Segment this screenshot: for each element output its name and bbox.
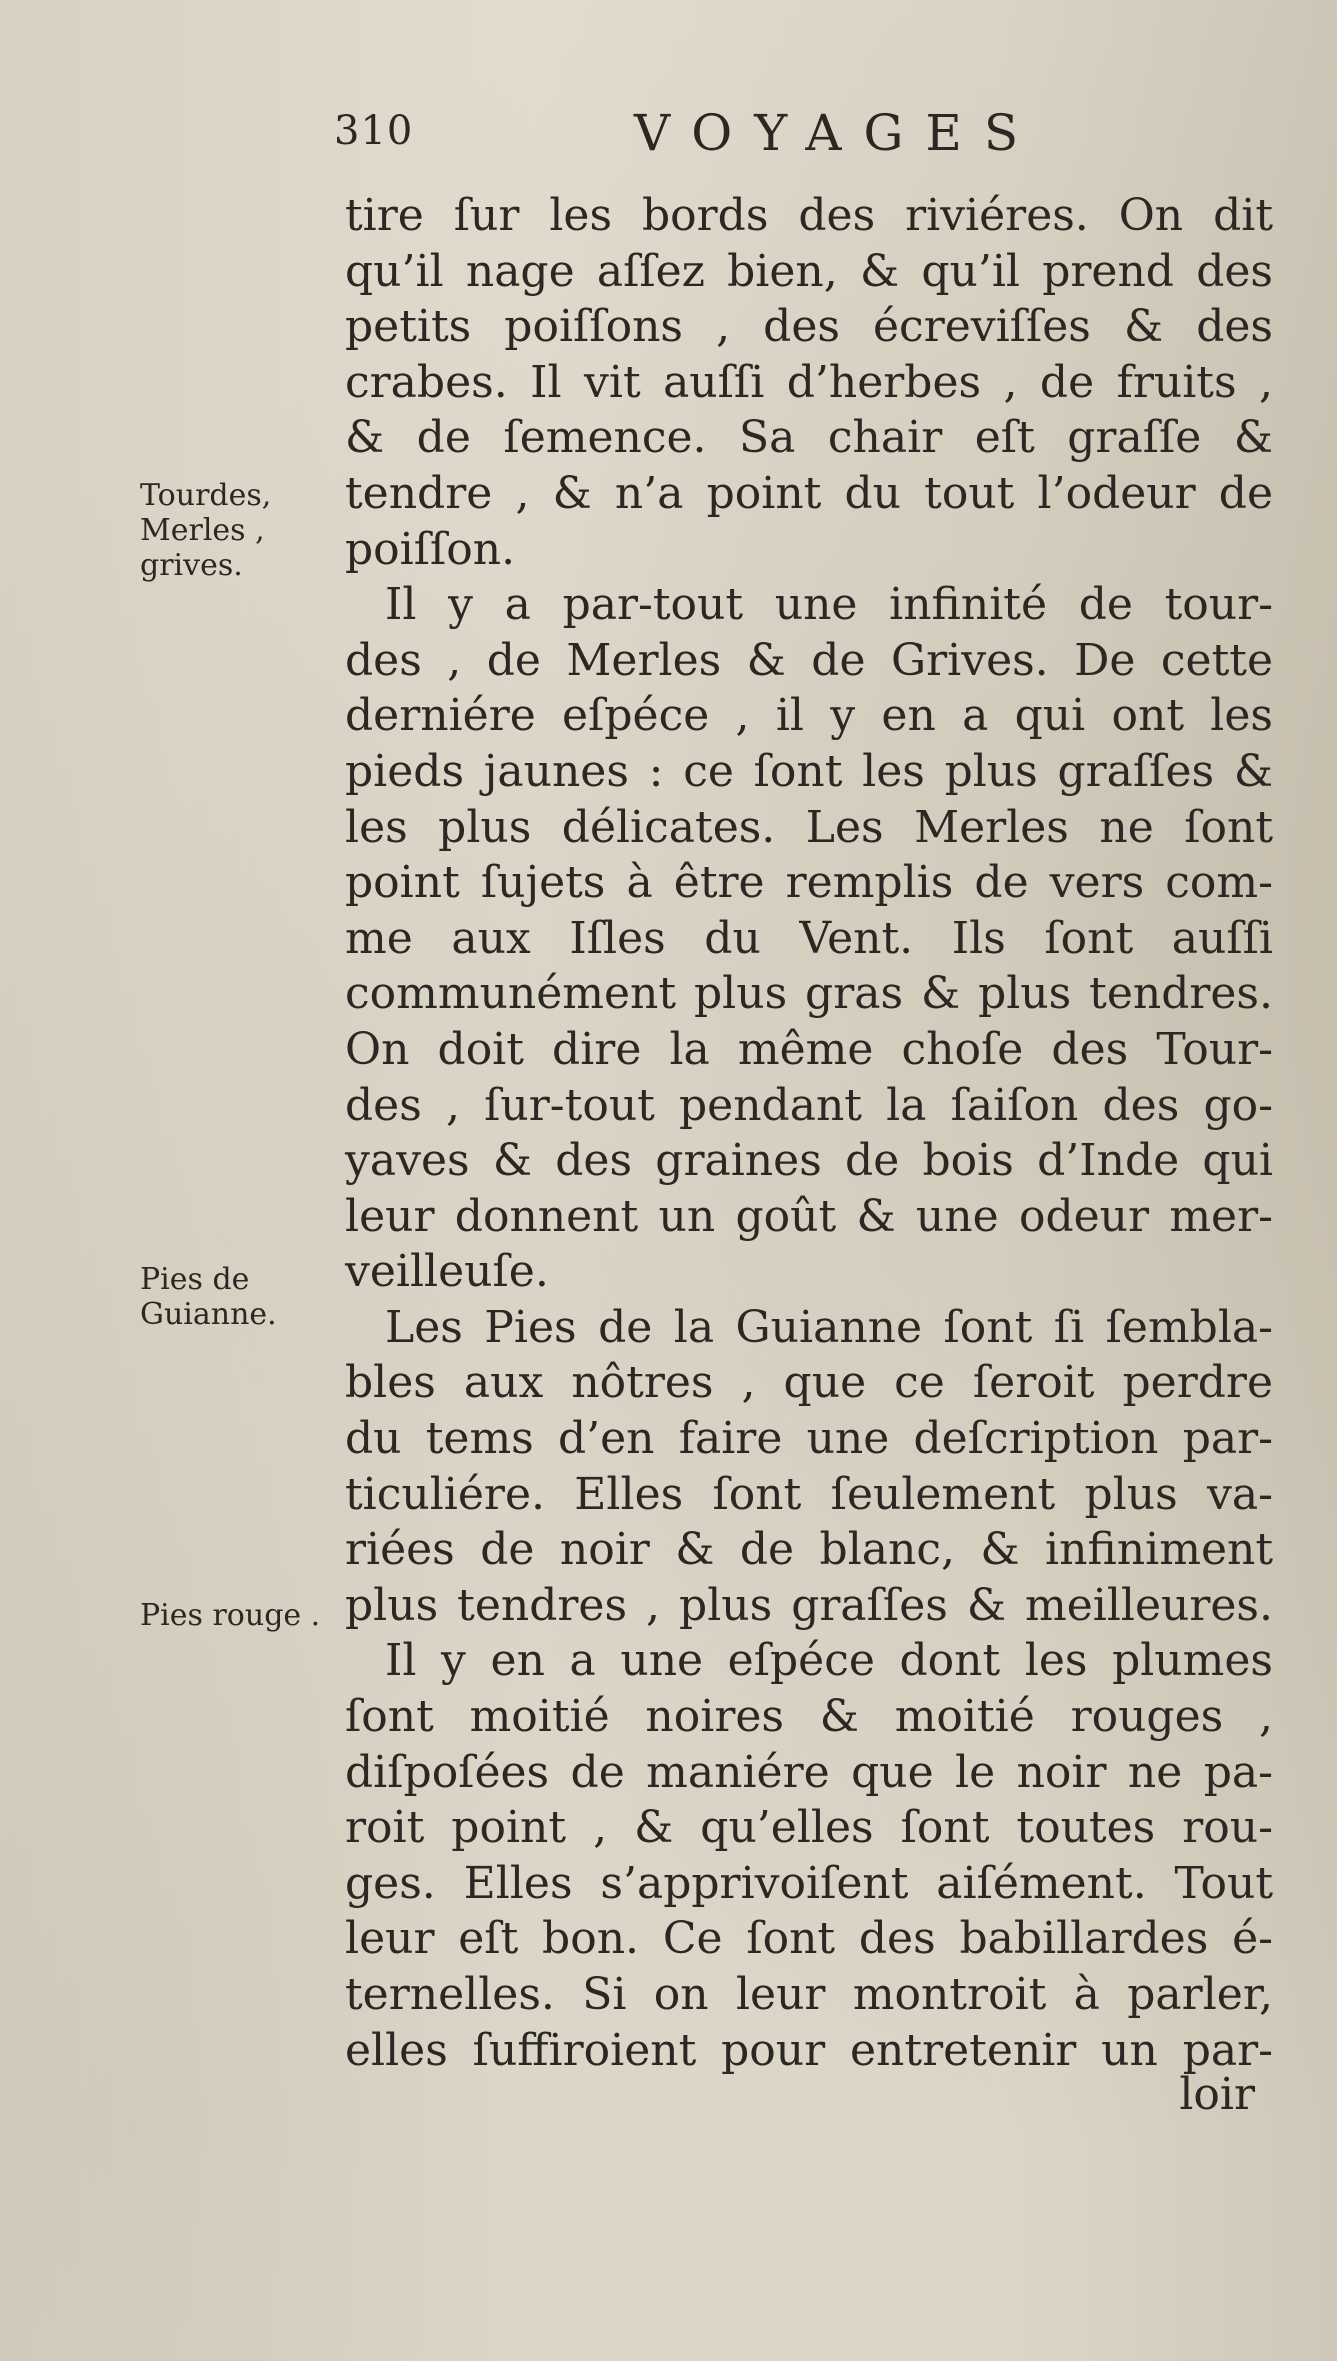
text-line: communément plus gras & plus tendres. bbox=[345, 968, 1273, 1020]
text-line: bles aux nôtres , que ce ſeroit perdre bbox=[345, 1357, 1273, 1409]
margin-note-pies-de-guianne bbox=[140, 1262, 340, 1332]
margin-note-line: grives. bbox=[140, 548, 243, 583]
text-line: point ſujets à être remplis de vers com- bbox=[345, 857, 1273, 909]
text-line: du tems d’en faire une deſcription par- bbox=[345, 1413, 1273, 1465]
text-line: tendre , & n’a point du tout l’odeur de bbox=[345, 467, 1273, 519]
text-line: & de ſemence. Sa chair eſt graſſe & bbox=[345, 412, 1273, 464]
text-line: elles ſuffiroient pour entretenir un par- bbox=[345, 2024, 1273, 2076]
page-number: 310 bbox=[334, 108, 414, 154]
text-line: poiſſon. bbox=[345, 523, 516, 575]
text-line: qu’il nage aſſez bien, & qu’il prend des bbox=[345, 245, 1273, 297]
text-line: yaves & des graines de bois d’Inde qui bbox=[345, 1135, 1273, 1187]
text-line: les plus délicates. Les Merles ne ſont bbox=[345, 801, 1273, 853]
page-header bbox=[334, 104, 1234, 168]
catchword: loir bbox=[1179, 2069, 1255, 2121]
body-text bbox=[345, 188, 1273, 2121]
text-line: ſont moitié noires & moitié rouges , bbox=[345, 1691, 1273, 1743]
margin-note-line: Tourdes, bbox=[140, 478, 272, 513]
margin-note-pies-rouge bbox=[140, 1598, 340, 1633]
text-line: crabes. Il vit auſſi d’herbes , de fruits , bbox=[345, 356, 1273, 408]
text-line: ticuliére. Elles ſont ſeulement plus va- bbox=[345, 1468, 1273, 1520]
margin-note-line: Pies rouge . bbox=[140, 1598, 321, 1633]
margin-note-line: Guianne. bbox=[140, 1297, 277, 1332]
text-line: derniére eſpéce , il y en a qui ont les bbox=[345, 690, 1273, 742]
text-line: petits poiſſons , des écreviſſes & des bbox=[345, 301, 1273, 353]
text-line: veilleuſe. bbox=[345, 1246, 549, 1298]
text-line: Il y a par-tout une infinité de tour- bbox=[385, 579, 1273, 631]
text-line: On doit dire la même choſe des Tour- bbox=[345, 1023, 1273, 1075]
text-line: des , ſur-tout pendant la ſaiſon des go- bbox=[345, 1079, 1273, 1131]
text-line: leur donnent un goût & une odeur mer- bbox=[345, 1190, 1273, 1242]
text-line: plus tendres , plus graſſes & meilleures. bbox=[345, 1579, 1273, 1631]
text-line: riées de noir & de blanc, & infiniment bbox=[345, 1524, 1273, 1576]
margin-note-line: Pies de bbox=[140, 1262, 250, 1297]
text-line: des , de Merles & de Grives. De cette bbox=[345, 634, 1273, 686]
text-line: roit point , & qu’elles ſont toutes rou- bbox=[345, 1802, 1273, 1854]
text-line: pieds jaunes : ce ſont les plus graſſes & bbox=[345, 745, 1273, 797]
text-line: ternelles. Si on leur montroit à parler, bbox=[345, 1969, 1273, 2020]
running-title: VOYAGES bbox=[634, 104, 1041, 162]
text-line: tire ſur les bords des riviéres. On dit bbox=[345, 190, 1273, 241]
text-line: me aux Iſles du Vent. Ils ſont auſſi bbox=[345, 912, 1273, 964]
text-line: leur eſt bon. Ce ſont des babillardes é- bbox=[345, 1913, 1273, 1965]
text-line: Il y en a une eſpéce dont les plumes bbox=[385, 1635, 1273, 1687]
text-line: diſpoſées de maniére que le noir ne pa- bbox=[345, 1746, 1273, 1798]
text-line: ges. Elles s’apprivoiſent aiſément. Tout bbox=[345, 1857, 1273, 1909]
text-line: Les Pies de la Guianne ſont ſi ſembla- bbox=[385, 1301, 1273, 1353]
margin-note-tourdes bbox=[140, 478, 340, 583]
margin-note-line: Merles , bbox=[140, 513, 265, 548]
